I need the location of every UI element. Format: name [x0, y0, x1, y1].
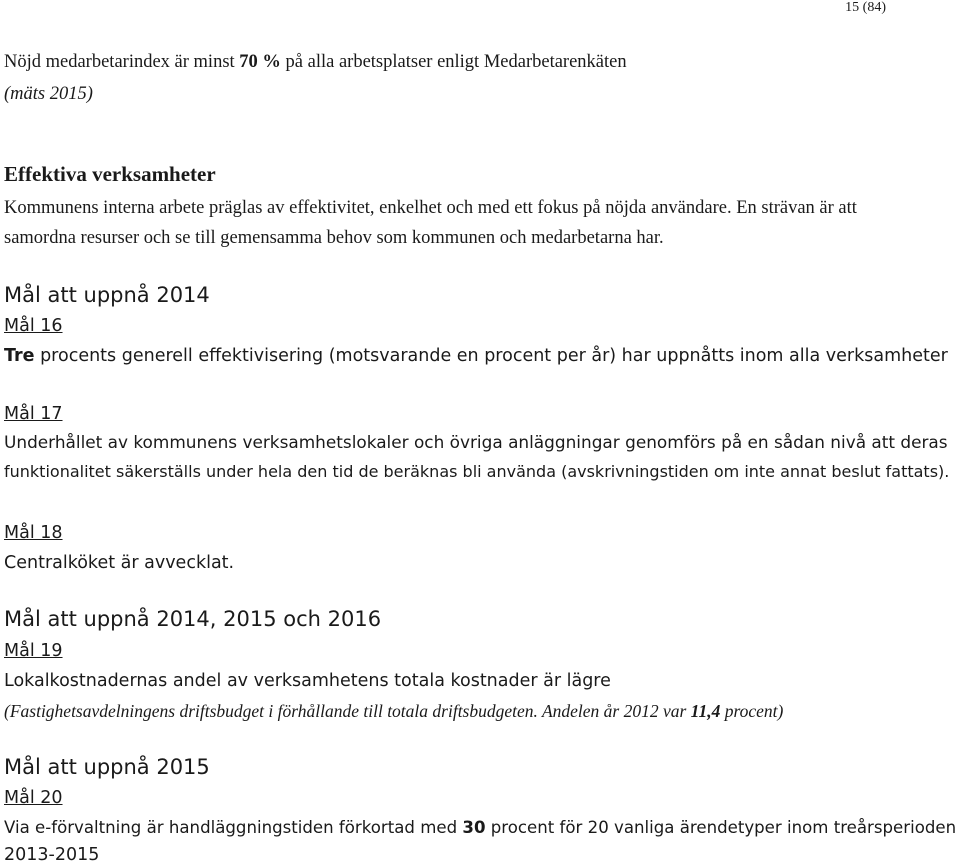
mal-17-line-1: Underhållet av kommunens verksamhetslokaler och övriga anläggningar genomförs på en sådan nivå att deras	[4, 432, 948, 452]
intro-text-post: på alla arbetsplatser enligt Medarbetarenkäten	[280, 52, 627, 72]
mal-19-note-value: 11,4	[690, 701, 721, 721]
intro-line-1	[4, 52, 627, 73]
mal-16-label: Mål 16	[4, 316, 63, 336]
mal-16-body: procents generell effektivisering (motsvarande en procent per år) har uppnåtts inom alla verksamheter	[34, 346, 948, 366]
mal-17-label: Mål 17	[4, 404, 63, 424]
mal-18-text: Centralköket är avvecklat.	[4, 553, 235, 573]
page-number: 15 (84)	[845, 0, 886, 15]
mal-19-label: Mål 19	[4, 641, 63, 661]
mal-16-bold: Tre	[4, 346, 35, 366]
intro-line-2	[4, 84, 93, 105]
mal-20-text-pre: Via e-förvaltning är handläggningstiden förkortad med	[4, 818, 463, 837]
mal-19-note-post: procent)	[720, 701, 784, 721]
section-2014-2016-heading: Mål att uppnå 2014, 2015 och 2016	[4, 607, 382, 631]
effektiva-line-1: Kommunens interna arbete präglas av effektivitet, enkelhet och med ett fokus på nöjda användare. En strävan är att	[4, 198, 857, 218]
mal-20-line-1	[4, 818, 956, 837]
mal-19-note-pre: (Fastighetsavdelningens driftsbudget i förhållande till totala driftsbudgeten. Andelen år 2012 var	[4, 701, 691, 721]
effektiva-line-2: samordna resurser och se till gemensamma behov som kommunen och medarbetarna har.	[4, 228, 664, 248]
mal-20-value: 30	[462, 818, 486, 837]
intro-text-pre: Nöjd medarbetarindex är minst	[4, 52, 240, 72]
mal-19-line-1: Lokalkostnadernas andel av verksamhetens totala kostnader är lägre	[4, 671, 611, 691]
mal-18-label: Mål 18	[4, 523, 63, 543]
section-2015-heading: Mål att uppnå 2015	[4, 755, 210, 779]
intro-target-value: 70 %	[239, 52, 281, 72]
effektiva-heading: Effektiva verksamheter	[4, 162, 216, 186]
mal-19-line-2	[4, 701, 783, 722]
section-2014-heading: Mål att uppnå 2014	[4, 283, 210, 307]
intro-note: (mäts 2015)	[4, 84, 93, 104]
mal-20-text-post: procent för 20 vanliga ärendetyper inom treårsperioden	[485, 818, 957, 837]
mal-20-line-2: 2013-2015	[4, 845, 100, 865]
mal-20-label: Mål 20	[4, 788, 63, 808]
mal-16-text	[4, 346, 948, 366]
mal-17-line-2: funktionalitet säkerställs under hela den tid de beräknas bli använda (avskrivningstiden om inte annat beslut fattats).	[4, 462, 950, 481]
